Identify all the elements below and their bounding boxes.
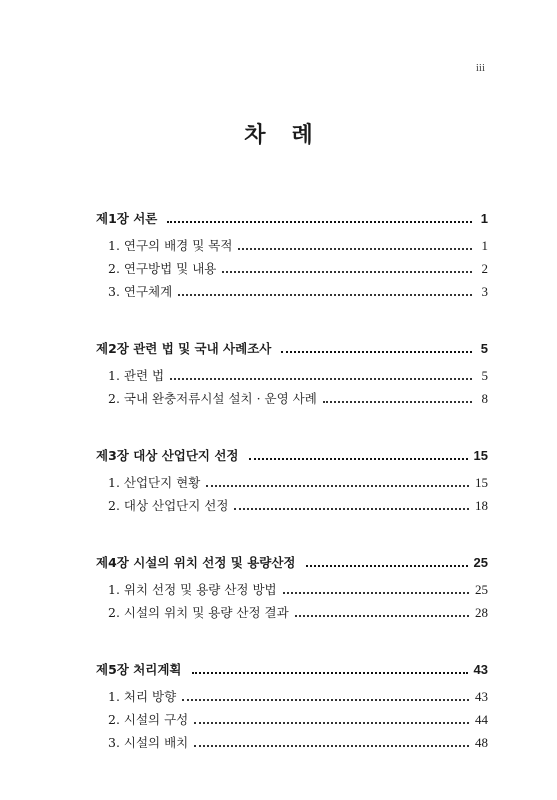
section-entry[interactable] xyxy=(96,280,488,303)
section-page: 8 xyxy=(481,391,488,406)
chapter-page: 43 xyxy=(473,662,488,677)
dot-leader xyxy=(170,377,472,380)
dot-leader xyxy=(281,350,472,353)
dot-leader xyxy=(234,507,469,510)
section-page: 15 xyxy=(475,475,488,490)
section-title: 3. 연구체계 xyxy=(108,284,173,299)
section-title: 3. 시설의 배치 xyxy=(108,735,189,750)
section-page: 48 xyxy=(475,735,488,750)
section-entry[interactable] xyxy=(96,257,488,280)
section-entry[interactable] xyxy=(96,494,488,517)
section-page: 28 xyxy=(475,605,488,620)
section-page: 43 xyxy=(475,689,488,704)
dot-leader xyxy=(194,744,469,747)
chapter-title: 제2장 관련 법 및 국내 사례조사 xyxy=(96,341,272,356)
dot-leader xyxy=(167,220,472,223)
dot-leader xyxy=(222,270,472,273)
dot-leader xyxy=(238,247,472,250)
section-entry[interactable] xyxy=(96,601,488,624)
section-title: 1. 처리 방향 xyxy=(108,689,177,704)
chapter-title: 제3장 대상 산업단지 선정 xyxy=(96,448,239,463)
dot-leader xyxy=(295,614,469,617)
section-title: 2. 연구방법 및 내용 xyxy=(108,261,217,276)
section-page: 18 xyxy=(475,498,488,513)
table-of-contents xyxy=(96,206,488,787)
dot-leader xyxy=(192,671,468,674)
section-title: 1. 관련 법 xyxy=(108,368,165,383)
chapter-5 xyxy=(96,657,488,754)
chapter-1 xyxy=(96,206,488,303)
section-entry[interactable] xyxy=(96,731,488,754)
section-entry[interactable] xyxy=(96,578,488,601)
toc-title: 차례 xyxy=(244,122,339,148)
section-entry[interactable] xyxy=(96,234,488,257)
section-entry[interactable] xyxy=(96,364,488,387)
chapter-page: 1 xyxy=(480,211,488,226)
section-title: 2. 국내 완충저류시설 설치 · 운영 사례 xyxy=(108,391,317,406)
chapter-heading[interactable] xyxy=(96,336,488,362)
chapter-page: 25 xyxy=(473,555,488,570)
section-page: 25 xyxy=(475,582,488,597)
section-page: 3 xyxy=(481,284,488,299)
dot-leader xyxy=(249,457,468,460)
section-title: 1. 산업단지 현황 xyxy=(108,475,201,490)
chapter-3 xyxy=(96,443,488,517)
chapter-title: 제4장 시설의 위치 선정 및 용량산정 xyxy=(96,555,296,570)
chapter-page: 15 xyxy=(473,448,488,463)
section-title: 1. 위치 선정 및 용량 산정 방법 xyxy=(108,582,277,597)
section-page: 1 xyxy=(481,238,488,253)
section-entry[interactable] xyxy=(96,708,488,731)
dot-leader xyxy=(306,564,468,567)
chapter-2 xyxy=(96,336,488,410)
section-entry[interactable] xyxy=(96,471,488,494)
section-page: 5 xyxy=(481,368,488,383)
chapter-title: 제1장 서론 xyxy=(96,211,158,226)
section-page: 44 xyxy=(475,712,488,727)
section-title: 2. 시설의 위치 및 용량 산정 결과 xyxy=(108,605,289,620)
chapter-heading[interactable] xyxy=(96,550,488,576)
section-title: 1. 연구의 배경 및 목적 xyxy=(108,238,233,253)
chapter-heading[interactable] xyxy=(96,443,488,469)
section-title: 2. 시설의 구성 xyxy=(108,712,189,727)
chapter-4 xyxy=(96,550,488,624)
chapter-page: 5 xyxy=(480,341,488,356)
dot-leader xyxy=(182,698,469,701)
dot-leader xyxy=(194,721,469,724)
chapter-heading[interactable] xyxy=(96,206,488,232)
section-title: 2. 대상 산업단지 선정 xyxy=(108,498,229,513)
dot-leader xyxy=(283,591,469,594)
chapter-heading[interactable] xyxy=(96,657,488,683)
page-number: iii xyxy=(475,62,485,74)
section-entry[interactable] xyxy=(96,387,488,410)
section-page: 2 xyxy=(481,261,488,276)
dot-leader xyxy=(206,484,469,487)
dot-leader xyxy=(323,400,472,403)
chapter-title: 제5장 처리계획 xyxy=(96,662,182,677)
section-entry[interactable] xyxy=(96,685,488,708)
dot-leader xyxy=(178,293,472,296)
